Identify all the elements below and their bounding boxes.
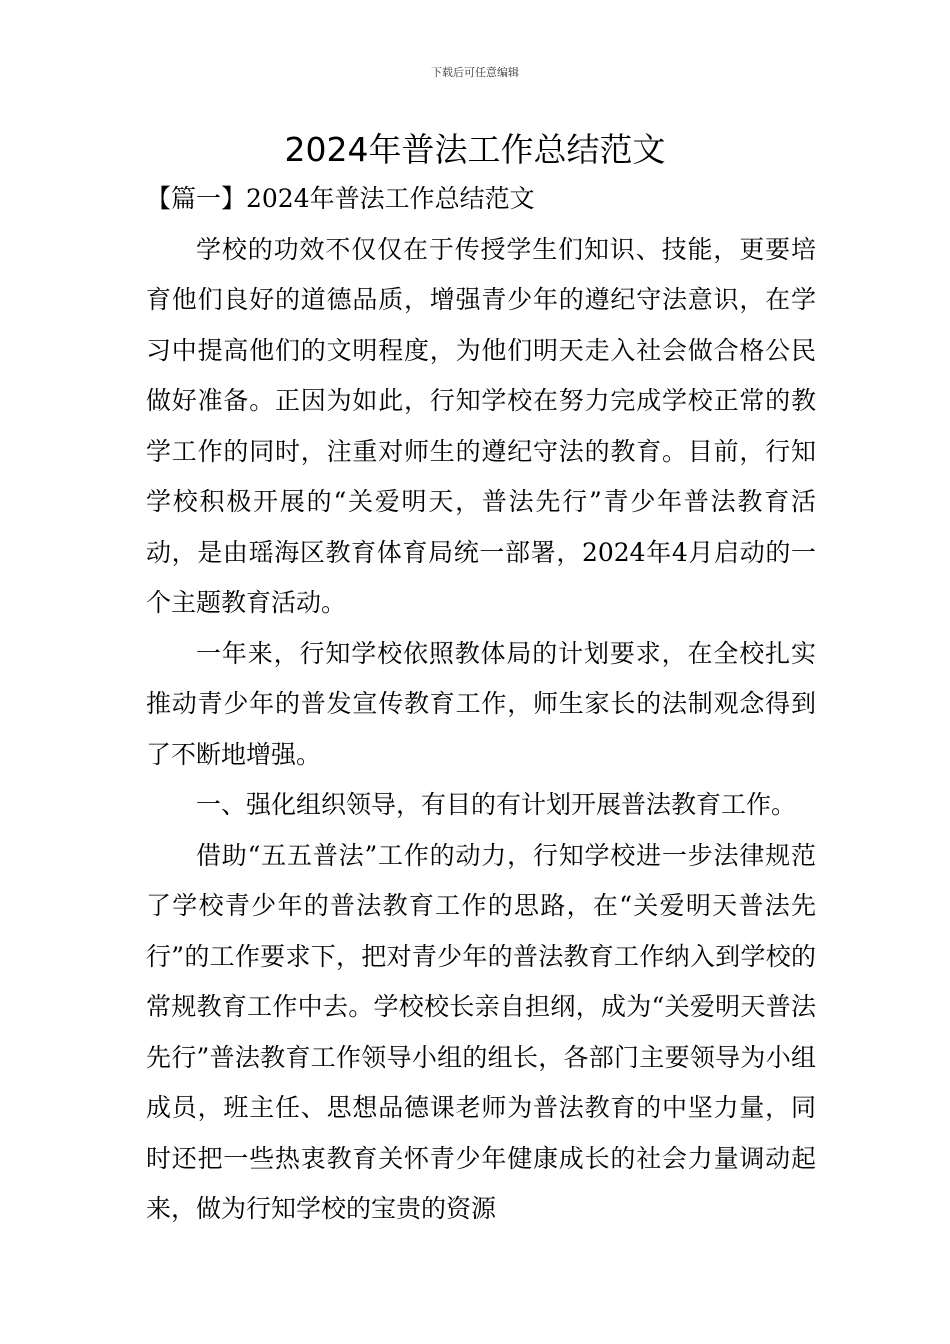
paragraph-3-heading: 一、强化组织领导，有目的有计划开展普法教育工作。 bbox=[196, 790, 797, 819]
section-heading: 【篇一】2024年普法工作总结范文 bbox=[146, 184, 535, 213]
page-header-note: 下载后可任意编辑 bbox=[431, 66, 519, 79]
paragraph-4: 借助“五五普法”工作的动力，行知学校进一步法律规范了学校青少年的普法教育工作的思路，在“关爱明天普法先行”的工作要求下，把对青少年的普法教育工作纳入到学校的常规教育工作中去。学校校长亲自担纲，成为“关爱明天普法先行”普法教育工作领导小组的组长，各部门主要领导为小组成员，班主任、思想品德课老师为普法教育的中坚力量，同时还把一些热衷教育关怀青少年健康成长的社会力量调动起来，做为行知学校的宝贵的资源 bbox=[146, 840, 816, 1223]
paragraph-1: 学校的功效不仅仅在于传授学生们知识、技能，更要培育他们良好的道德品质，增强青少年的遵纪守法意识，在学习中提高他们的文明程度，为他们明天走入社会做合格公民做好准备。正因为如此，行知学校在努力完成学校正常的教学工作的同时，注重对师生的遵纪守法的教育。目前，行知学校积极开展的“关爱明天，普法先行”青少年普法教育活动，是由瑶海区教育体育局统一部署，2024年4月启动的一个主题教育活动。 bbox=[146, 234, 816, 617]
paragraph-2: 一年来，行知学校依照教体局的计划要求，在全校扎实推动青少年的普发宣传教育工作，师生家长的法制观念得到了不断地增强。 bbox=[146, 638, 816, 769]
document-body bbox=[146, 174, 816, 1235]
document-title: 2024年普法工作总结范文 bbox=[284, 130, 666, 169]
